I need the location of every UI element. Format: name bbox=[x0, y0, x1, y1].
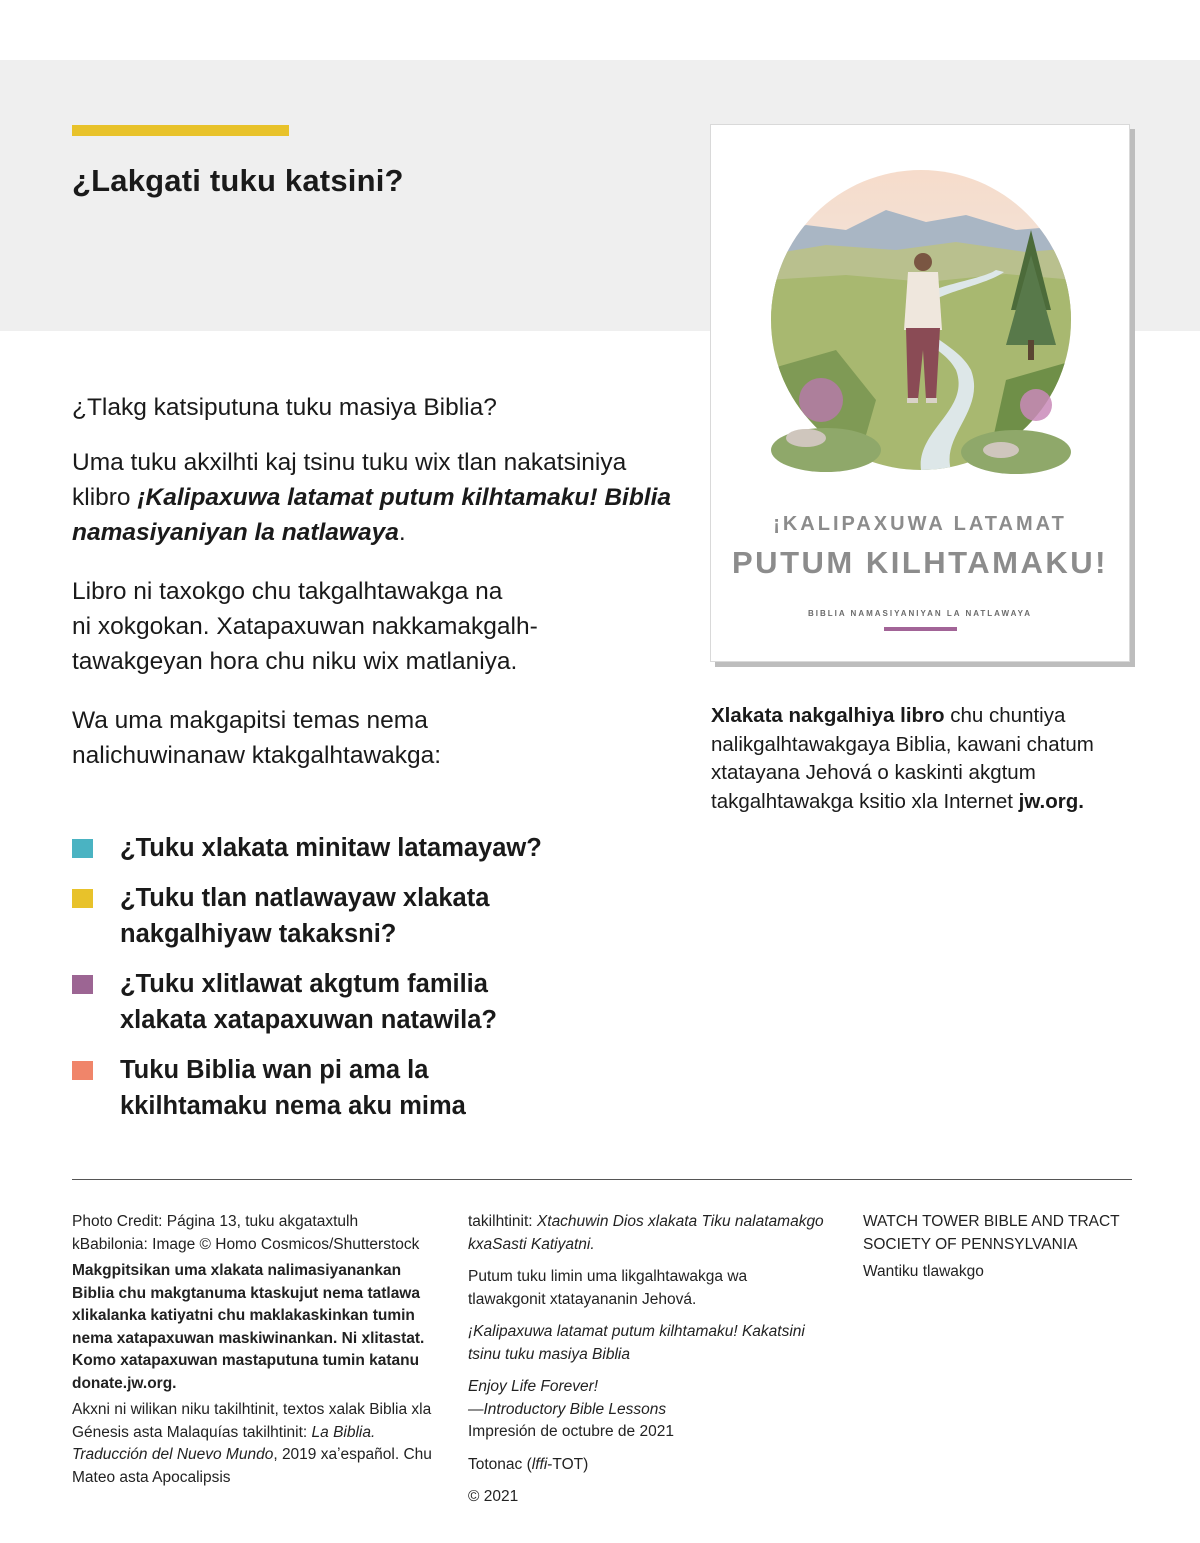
local-title: ¡Kalipaxuwa latamat putum kilhtamaku! Kakatsini tsinu tuku masiya Biblia bbox=[468, 1323, 805, 1363]
english-title: Enjoy Life Forever! bbox=[468, 1378, 599, 1395]
bullet-square-icon bbox=[72, 975, 93, 994]
footer-divider bbox=[72, 1179, 1132, 1180]
page-title: ¿Lakgati tuku katsini? bbox=[72, 163, 404, 198]
footer-column-1 bbox=[72, 1211, 432, 1499]
topic-item: Tuku Biblia wan pi ama la kkilhtamaku nema aku mima bbox=[72, 1052, 672, 1124]
book-cover bbox=[710, 124, 1130, 662]
intro-book-lead: Uma tuku akxilhti kaj tsinu tuku wix tlan nakatsiniya klibro bbox=[72, 449, 627, 511]
printing-info: Impresión de octubre de 2021 bbox=[468, 1423, 674, 1440]
topic-item: ¿Tuku tlan natlawayaw xlakata nakgalhiyaw takaksni? bbox=[72, 880, 672, 952]
donation-note: Makgpitsikan uma xlakata nalimasiyanankan Biblia chu makgtanuma ktaskujut nema tatlawa xlikalanka katiyatni chu maklakaskinkan tumin nema xatapaxuwan maskiwinankan. Ni xlitastat. Komo xatapaxuwan mastaputuna tumin katanu donate.jw.org. bbox=[72, 1262, 425, 1392]
side-note bbox=[711, 702, 1141, 816]
intro-book-end: . bbox=[398, 519, 406, 546]
copyright: © 2021 bbox=[468, 1488, 519, 1505]
bible-versions-note-cont: takilhtinit: Xtachuwin Dios xlakata Tiku nalatamakgo kxaSasti Katiyatni. bbox=[468, 1213, 824, 1253]
accent-bar bbox=[72, 125, 289, 136]
intro-free-paragraph: Libro ni taxokgo chu takgalhtawakga na ni xokgokan. Xatapaxuwan nakkamakgalh- tawakgeyan hora chu niku wix matlaniya. bbox=[72, 578, 538, 675]
cover-accent-line bbox=[884, 627, 957, 631]
topic-label: ¿Tuku xlakata minitaw latamayaw? bbox=[120, 834, 542, 862]
intro-text bbox=[72, 390, 672, 797]
language-code: Totonac (lffi-TOT) bbox=[468, 1455, 589, 1473]
english-subtitle: —Introductory Bible Lessons bbox=[468, 1400, 667, 1418]
footer-column-2 bbox=[468, 1211, 828, 1519]
cover-subtitle: BIBLIA NAMASIYANIYAN LA NATLAWAYA bbox=[807, 609, 1033, 618]
footer-column-3 bbox=[863, 1211, 1163, 1289]
topic-item: ¿Tuku xlitlawat akgtum familia xlakata xatapaxuwan natawila? bbox=[72, 966, 672, 1038]
cover-kicker: ¡KALIPAXUWA LATAMAT bbox=[773, 513, 1067, 535]
publisher-name: WATCH TOWER BIBLE AND TRACT SOCIETY OF PENNSYLVANIA bbox=[863, 1213, 1120, 1253]
topic-item bbox=[72, 830, 672, 866]
website-link[interactable]: jw.org. bbox=[1018, 789, 1084, 813]
bullet-square-icon bbox=[72, 1061, 93, 1080]
intro-book-title: ¡Kalipaxuwa latamat putum kilhtamaku! Biblia namasiyaniyan la natlawaya bbox=[72, 484, 672, 546]
cover-title: PUTUM KILHTAMAKU! bbox=[732, 545, 1108, 580]
edition-info bbox=[468, 1376, 828, 1444]
photo-credit: Photo Credit: Página 13, tuku akgataxtulh kBabilonia: Image © Homo Cosmicos/Shutterstock bbox=[72, 1213, 420, 1253]
bullet-square-icon bbox=[72, 889, 93, 908]
bible-versions-note: Akxni ni wilikan niku takilhtinit, textos xalak Biblia xla Génesis asta Malaquías takilhtinit: La Biblia. Traducción del Nuevo Mundo, 2019 xaʼespañol. Chu Mateo asta Apocalipsis bbox=[72, 1401, 432, 1486]
intro-topics-lead: Wa uma makgapitsi temas nema nalichuwinanaw ktakgalhtawakga: bbox=[72, 707, 442, 769]
publisher-note: Putum tuku limin uma likgalhtawakga wa tlawakgonit xtatayananin Jehová. bbox=[468, 1268, 748, 1308]
side-note-lead: Xlakata nakgalhiya libro bbox=[711, 704, 945, 727]
cover-illustration bbox=[766, 170, 1076, 505]
price-note: Wantiku tlawakgo bbox=[863, 1263, 984, 1280]
intro-book-paragraph bbox=[72, 445, 672, 550]
side-note-body: chu chuntiya nalikgalhtawakgaya Biblia, kawani chatum xtatayana Jehová o kaskinti akgtum takgalhtawakga ksitio xla Internet bbox=[711, 704, 1094, 813]
topic-list bbox=[72, 830, 672, 1138]
intro-question: ¿Tlakg katsiputuna tuku masiya Biblia? bbox=[72, 394, 497, 421]
bullet-square-icon bbox=[72, 839, 93, 858]
